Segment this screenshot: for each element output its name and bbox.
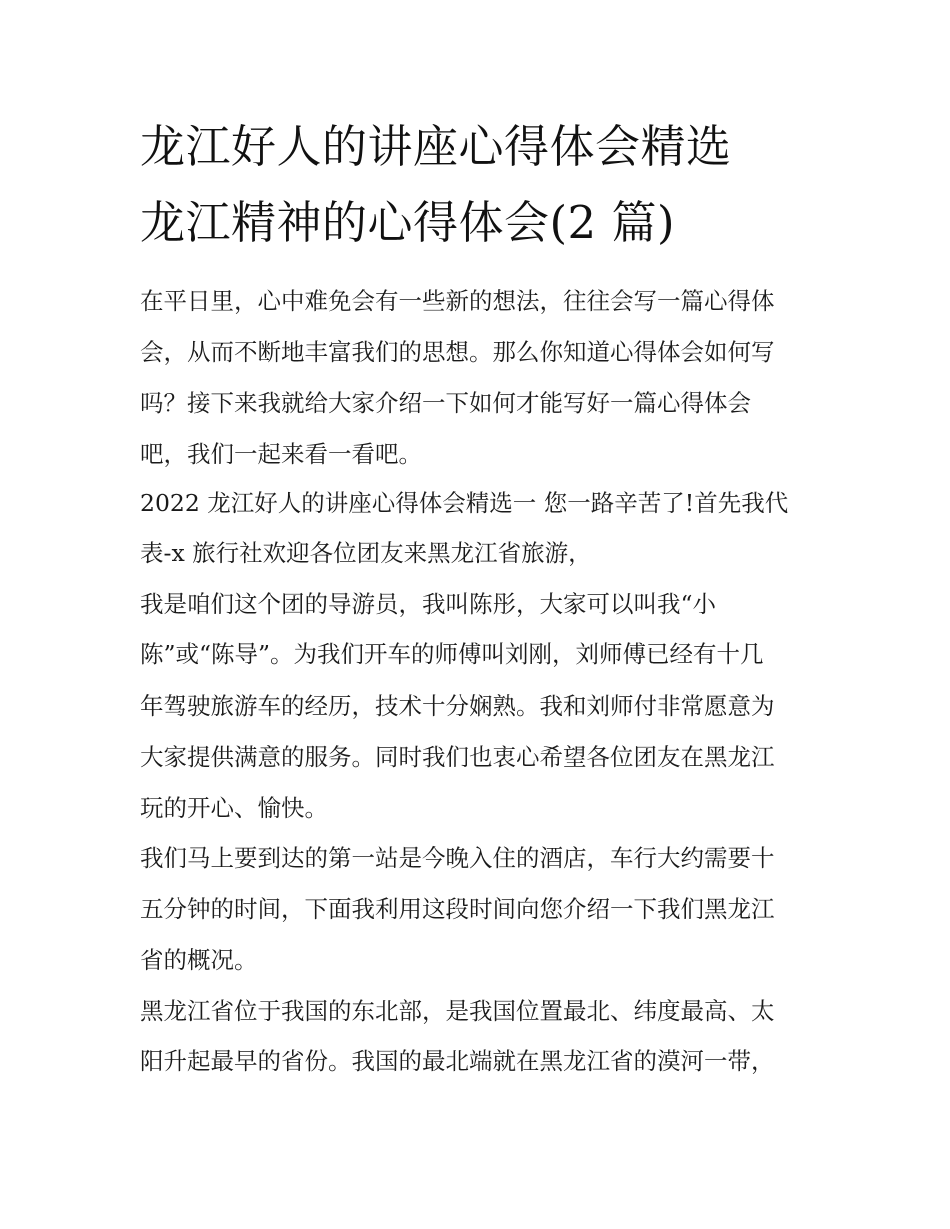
body-text-line: 我是咱们这个团的导游员，我叫陈彤，大家可以叫我“小 bbox=[140, 590, 717, 618]
document-title-line-1: 龙江好人的讲座心得体会精选 bbox=[140, 120, 732, 173]
body-text-line: 大家提供满意的服务。同时我们也衷心希望各位团友在黑龙江 bbox=[140, 743, 775, 771]
body-text-line: 我们马上要到达的第一站是今晚入住的酒店，车行大约需要十 bbox=[140, 844, 775, 872]
body-text-line: 黑龙江省位于我国的东北部，是我国位置最北、纬度最高、太 bbox=[140, 997, 775, 1025]
body-text-line: 表-x 旅行社欢迎各位团友来黑龙江省旅游， bbox=[140, 539, 592, 567]
body-text-line: 年驾驶旅游车的经历，技术十分娴熟。我和刘师付非常愿意为 bbox=[140, 692, 775, 720]
body-text-line: 玩的开心、愉快。 bbox=[140, 794, 328, 822]
body-text-line: 在平日里，心中难免会有一些新的想法，往往会写一篇心得体 bbox=[140, 287, 775, 315]
body-text-line: 陈”或“陈导”。为我们开车的师傅叫刘刚，刘师傅已经有十几 bbox=[140, 640, 764, 668]
body-text-line: 会，从而不断地丰富我们的思想。那么你知道心得体会如何写 bbox=[140, 338, 775, 366]
body-text-line: 吗？接下来我就给大家介绍一下如何才能写好一篇心得体会 bbox=[140, 389, 751, 417]
body-text-line: 阳升起最早的省份。我国的最北端就在黑龙江省的漠河一带， bbox=[140, 1047, 775, 1075]
document-title-line-2: 龙江精神的心得体会(2 篇) bbox=[140, 196, 676, 249]
body-text-line: 2022 龙江好人的讲座心得体会精选一 您一路辛苦了!首先我代 bbox=[140, 489, 789, 517]
body-text-line: 吧，我们一起来看一看吧。 bbox=[140, 440, 422, 468]
body-text-line: 五分钟的时间，下面我利用这段时间向您介绍一下我们黑龙江 bbox=[140, 895, 775, 923]
body-text-line: 省的概况。 bbox=[140, 946, 258, 974]
